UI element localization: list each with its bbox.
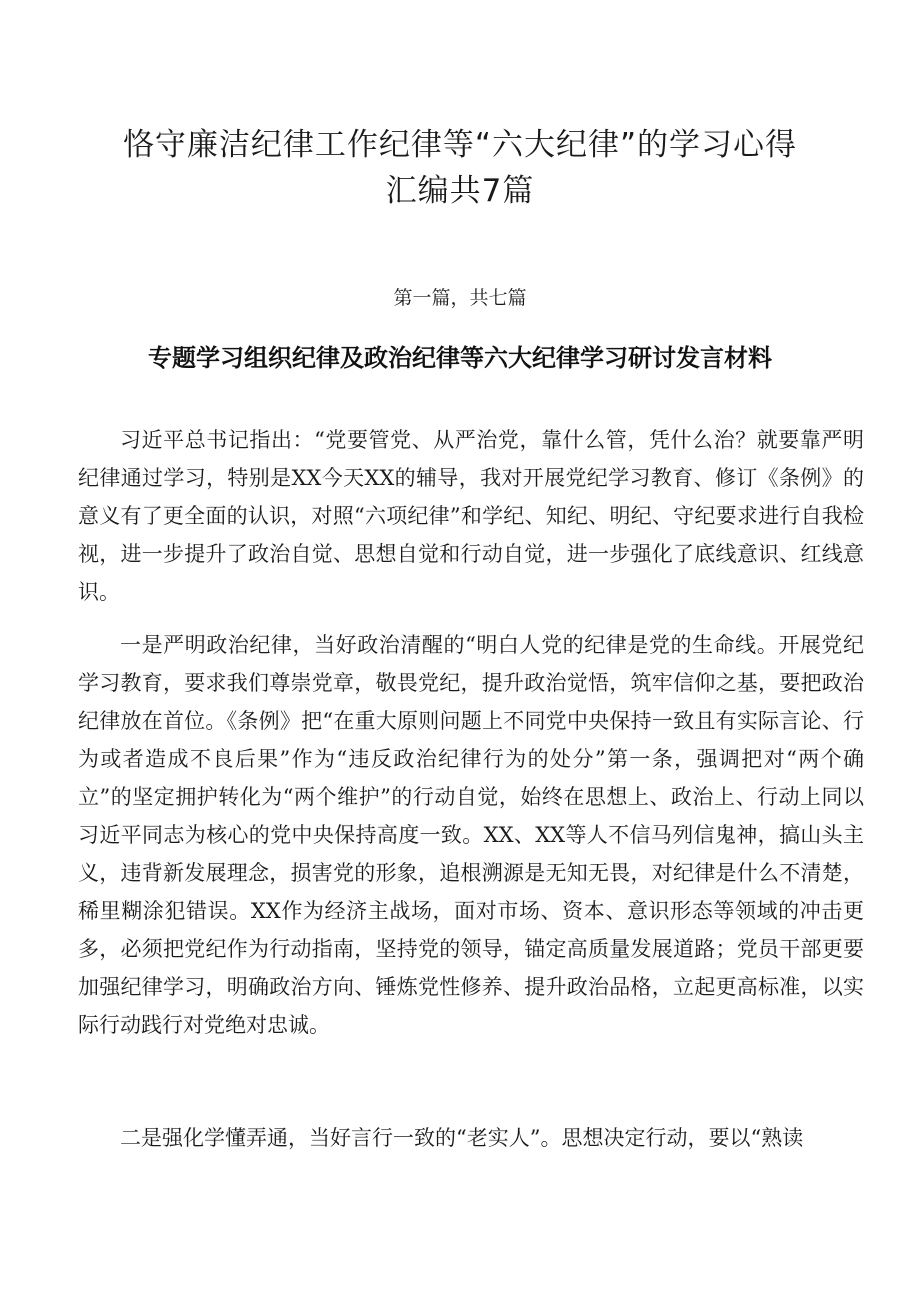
document-title-line-2: 汇编共7篇: [385, 173, 535, 209]
paragraph-study: 二是强化学懂弄通，当好言行一致的“老实人”。思想决定行动，要以“熟读: [120, 1126, 804, 1150]
document-title: [60, 122, 860, 214]
paragraph-intro: 习近平总书记指出：“党要管党、从严治党，靠什么管，凭什么治？就要靠严明纪律通过学习，特别是XX今天XX的辅导，我对开展党纪学习教育、修订《条例》的意义有了更全面的认识，对照“六项纪律”和学纪、知纪、明纪、守纪要求进行自我检视，进一步提升了政治自觉、思想自觉和行动自觉，进一步强化了底线意识、红线意识。: [78, 428, 864, 604]
paragraph-political-discipline: 一是严明政治纪律，当好政治清醒的“明白人党的纪律是党的生命线。开展党纪学习教育，要求我们尊崇党章，敬畏党纪，提升政治觉悟，筑牢信仰之基，要把政治纪律放在首位。《条例》把“在重大原则问题上不同党中央保持一致且有实际言论、行为或者造成不良后果”作为“违反政治纪律行为的处分”第一条，强调把对“两个确立”的坚定拥护转化为“两个维护”的行动自觉，始终在思想上、政治上、行动上同以习近平同志为核心的党中央保持高度一致。XX、XX等人不信马列信鬼神，搞山头主义，违背新发展理念，损害党的形象，追根溯源是无知无畏，对纪律是什么不清楚，稀里糊涂犯错误。XX作为经济主战场，面对市场、资本、意识形态等领域的冲击更多，必须把党纪作为行动指南，坚持党的领导，锚定高质量发展道路；党员干部更要加强纪律学习，明确政治方向、锤炼党性修养、提升政治品格，立起更高标准，以实际行动践行对党绝对忠诚。: [78, 633, 864, 1037]
article-title: 专题学习组织纪律及政治纪律等六大纪律学习研讨发言材料: [148, 344, 772, 372]
section-label: 第一篇，共七篇: [393, 287, 527, 309]
document-title-line-1: 恪守廉洁纪律工作纪律等“六大纪律”的学习心得: [122, 127, 798, 163]
